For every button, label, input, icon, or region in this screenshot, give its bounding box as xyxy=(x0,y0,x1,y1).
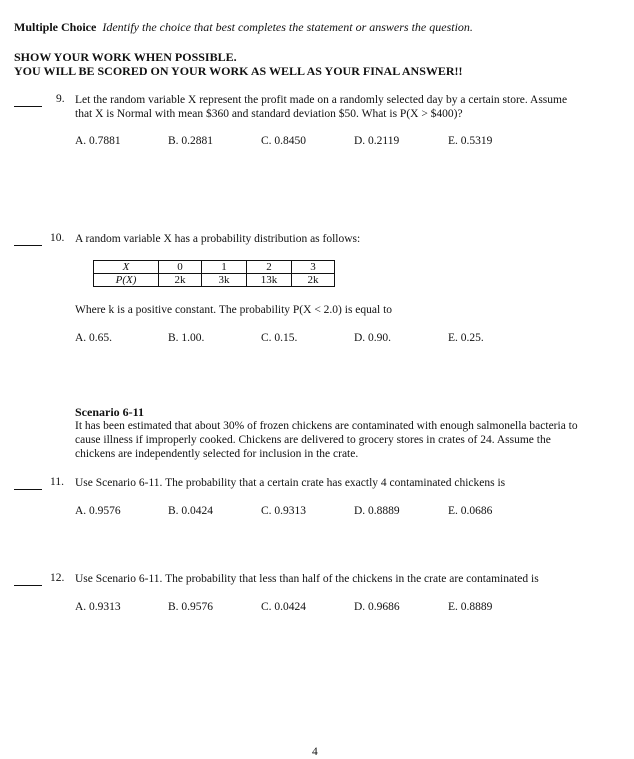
scenario-line-1: It has been estimated that about 30% of frozen chickens are contaminated with enough salmonella bacteria to xyxy=(75,420,578,432)
table-row xyxy=(94,274,335,287)
distribution-table xyxy=(93,260,335,287)
instructions-line xyxy=(14,20,473,35)
table-cell: 0 xyxy=(159,261,202,274)
question-11-text: Use Scenario 6-11. The probability that a certain crate has exactly 4 contaminated chickens is xyxy=(75,477,506,489)
q12-choice-b[interactable]: B. 0.9576 xyxy=(168,601,214,613)
question-number-11: 11. xyxy=(50,476,64,488)
table-row xyxy=(94,261,335,274)
answer-blank-12[interactable] xyxy=(14,585,42,586)
q10-choice-c[interactable]: C. 0.15. xyxy=(261,332,298,344)
table-cell: 2k xyxy=(159,274,202,287)
table-cell: 3 xyxy=(292,261,335,274)
page-number: 4 xyxy=(312,746,318,758)
q12-choice-c[interactable]: C. 0.0424 xyxy=(261,601,307,613)
section-instruction: Identify the choice that best completes the statement or answers the question. xyxy=(102,20,473,34)
q11-choice-a[interactable]: A. 0.9576 xyxy=(75,505,121,517)
q9-choice-a[interactable]: A. 0.7881 xyxy=(75,135,121,147)
q12-choice-a[interactable]: A. 0.9313 xyxy=(75,601,121,613)
scenario-line-2: cause illness if improperly cooked. Chickens are delivered to grocery stores in crates of 24. Assume the xyxy=(75,434,551,446)
scenario-title: Scenario 6-11 xyxy=(75,405,144,419)
q12-choice-e[interactable]: E. 0.8889 xyxy=(448,601,493,613)
q9-choice-d[interactable]: D. 0.2119 xyxy=(354,135,400,147)
q11-choice-d[interactable]: D. 0.8889 xyxy=(354,505,400,517)
table-cell: 2k xyxy=(292,274,335,287)
q9-choice-b[interactable]: B. 0.2881 xyxy=(168,135,214,147)
answer-blank-9[interactable] xyxy=(14,106,42,107)
answer-blank-10[interactable] xyxy=(14,245,42,246)
table-cell: X xyxy=(94,261,159,274)
q10-choice-d[interactable]: D. 0.90. xyxy=(354,332,392,344)
q10-choice-e[interactable]: E. 0.25. xyxy=(448,332,484,344)
table-cell: 1 xyxy=(202,261,247,274)
q9-choice-e[interactable]: E. 0.5319 xyxy=(448,135,493,147)
question-number-12: 12. xyxy=(50,572,65,584)
table-cell: 2 xyxy=(247,261,292,274)
q11-choice-e[interactable]: E. 0.0686 xyxy=(448,505,493,517)
q10-choice-a[interactable]: A. 0.65. xyxy=(75,332,113,344)
scoring-notice: YOU WILL BE SCORED ON YOUR WORK AS WELL AS YOUR FINAL ANSWER!! xyxy=(14,64,463,78)
question-10-text: A random variable X has a probability distribution as follows: xyxy=(75,233,361,245)
q9-choice-c[interactable]: C. 0.8450 xyxy=(261,135,307,147)
section-label: Multiple Choice xyxy=(14,20,97,34)
table-cell: 13k xyxy=(247,274,292,287)
question-number-9: 9. xyxy=(56,93,65,105)
q12-choice-d[interactable]: D. 0.9686 xyxy=(354,601,400,613)
q11-choice-b[interactable]: B. 0.0424 xyxy=(168,505,214,517)
question-12-text: Use Scenario 6-11. The probability that less than half of the chickens in the crate are contaminated is xyxy=(75,573,539,585)
q10-choice-b[interactable]: B. 1.00. xyxy=(168,332,205,344)
question-9-line-2: that X is Normal with mean $360 and standard deviation $50. What is P(X > $400)? xyxy=(75,108,463,120)
q11-choice-c[interactable]: C. 0.9313 xyxy=(261,505,307,517)
table-cell: P(X) xyxy=(94,274,159,287)
table-cell: 3k xyxy=(202,274,247,287)
question-number-10: 10. xyxy=(50,232,65,244)
question-9-line-1: Let the random variable X represent the profit made on a randomly selected day by a certain store. Assume xyxy=(75,94,568,106)
show-work-notice: SHOW YOUR WORK WHEN POSSIBLE. xyxy=(14,50,237,64)
scenario-line-3: chickens are independently selected for inclusion in the crate. xyxy=(75,448,359,460)
question-10-followup: Where k is a positive constant. The probability P(X < 2.0) is equal to xyxy=(75,304,393,316)
answer-blank-11[interactable] xyxy=(14,489,42,490)
